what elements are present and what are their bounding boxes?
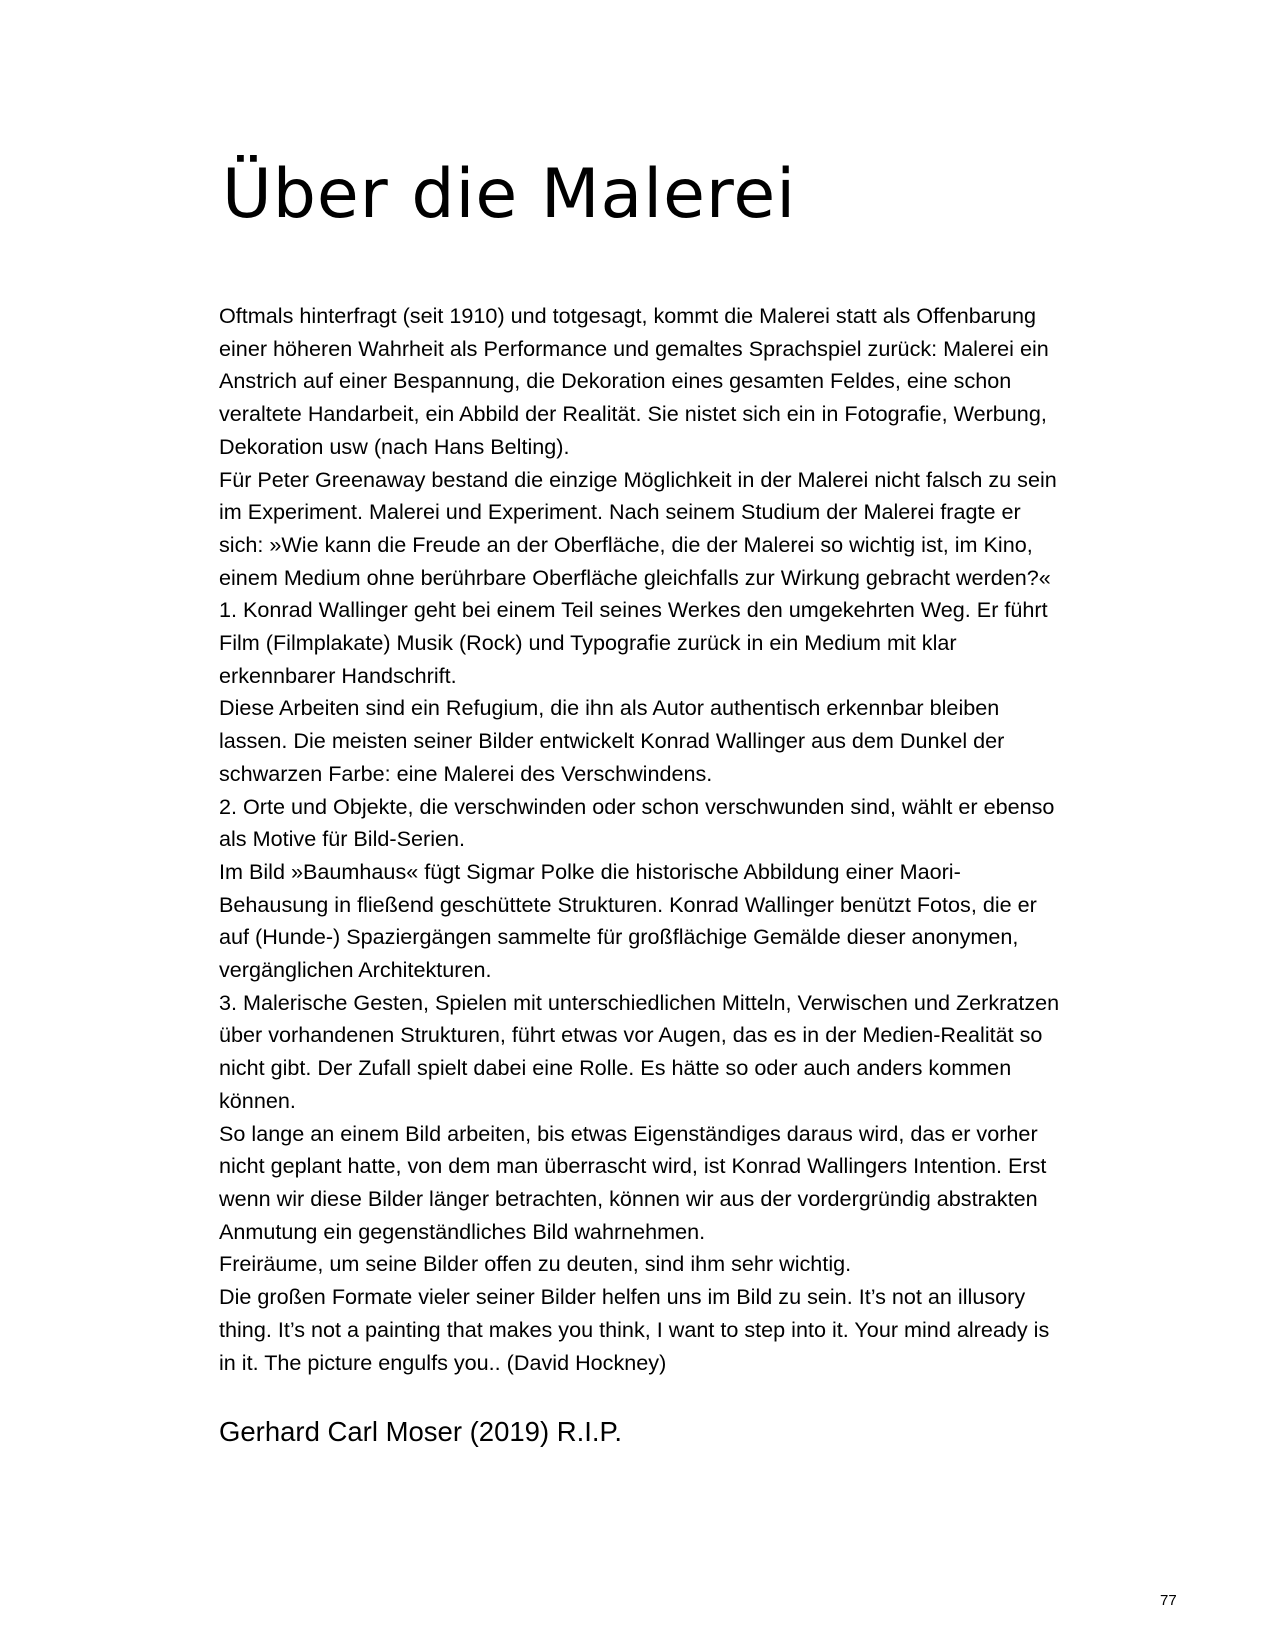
text-line: lassen. Die meisten seiner Bilder entwickelt Konrad Wallinger aus dem Dunkel der — [219, 728, 1005, 754]
text-line: Freiräume, um seine Bilder offen zu deuten, sind ihm sehr wichtig. — [219, 1251, 852, 1277]
text-line: einer höheren Wahrheit als Performance und gemaltes Sprachspiel zurück: Malerei ein — [219, 335, 1049, 361]
text-line: wenn wir diese Bilder länger betrachten, können wir aus der vordergründig abstrakten — [219, 1185, 1038, 1211]
text-line: 3. Malerische Gesten, Spielen mit unterschiedlichen Mitteln, Verwischen und Zerkratzen — [219, 989, 1060, 1015]
text-line: schwarzen Farbe: eine Malerei des Verschwindens. — [219, 760, 713, 786]
text-line: über vorhandenen Strukturen, führt etwas vor Augen, das es in der Medien-Realität so — [219, 1022, 1043, 1048]
text-line: auf (Hunde-) Spaziergängen sammelte für großflächige Gemälde dieser anonymen, — [219, 924, 1019, 950]
author-signature: Gerhard Carl Moser (2019) R.I.P. — [219, 1416, 622, 1447]
text-line: nicht geplant hatte, von dem man überrascht wird, ist Konrad Wallingers Intention. Erst — [219, 1153, 1047, 1179]
text-line: Die großen Formate vieler seiner Bilder helfen uns im Bild zu sein. It’s not an illusory — [219, 1284, 1026, 1310]
text-line: einem Medium ohne berührbare Oberfläche gleichfalls zur Wirkung gebracht werden?« — [219, 564, 1051, 590]
body-text — [219, 300, 1099, 1379]
page-number: 77 — [1160, 1592, 1177, 1609]
text-line: sich: »Wie kann die Freude an der Oberfläche, die der Malerei so wichtig ist, im Kino, — [219, 531, 1033, 557]
text-line: Oftmals hinterfragt (seit 1910) und totgesagt, kommt die Malerei statt als Offenbarung — [219, 303, 1036, 328]
text-line: im Experiment. Malerei und Experiment. Nach seinem Studium der Malerei fragte er — [219, 499, 1021, 525]
text-line: können. — [219, 1087, 296, 1113]
text-line: Behausung in fließend geschüttete Strukturen. Konrad Wallinger benützt Fotos, die er — [219, 891, 1037, 917]
text-line: Diese Arbeiten sind ein Refugium, die ihn als Autor authentisch erkennbar bleiben — [219, 695, 1000, 721]
text-line: in it. The picture engulfs you.. (David Hockney) — [219, 1349, 667, 1375]
text-line: 2. Orte und Objekte, die verschwinden oder schon verschwunden sind, wählt er ebenso — [219, 793, 1055, 819]
text-line: Anstrich auf einer Bespannung, die Dekoration eines gesamten Feldes, eine schon — [219, 368, 1012, 394]
text-line: als Motive für Bild-Serien. — [219, 826, 466, 852]
text-line: thing. It’s not a painting that makes you think, I want to step into it. Your mind already is — [219, 1316, 1050, 1342]
text-line: vergänglichen Architekturen. — [219, 957, 492, 983]
text-line: veraltete Handarbeit, ein Abbild der Realität. Sie nistet sich ein in Fotografie, Werbung, — [219, 401, 1047, 427]
page-title: Über die Malerei — [222, 155, 797, 234]
text-line: Anmutung ein gegenständliches Bild wahrnehmen. — [219, 1218, 706, 1244]
text-line: Dekoration usw (nach Hans Belting). — [219, 433, 570, 459]
text-line: Für Peter Greenaway bestand die einzige Möglichkeit in der Malerei nicht falsch zu sein — [219, 466, 1057, 492]
text-line: 1. Konrad Wallinger geht bei einem Teil seines Werkes den umgekehrten Weg. Er führt — [219, 597, 1048, 623]
text-line: erkennbarer Handschrift. — [219, 662, 457, 688]
text-line: So lange an einem Bild arbeiten, bis etwas Eigenständiges daraus wird, das er vorher — [219, 1120, 1038, 1146]
text-line: Film (Filmplakate) Musik (Rock) und Typografie zurück in ein Medium mit klar — [219, 630, 957, 656]
text-line: nicht gibt. Der Zufall spielt dabei eine Rolle. Es hätte so oder auch anders kommen — [219, 1055, 1012, 1081]
text-line: Im Bild »Baumhaus« fügt Sigmar Polke die historische Abbildung einer Maori- — [219, 858, 961, 884]
